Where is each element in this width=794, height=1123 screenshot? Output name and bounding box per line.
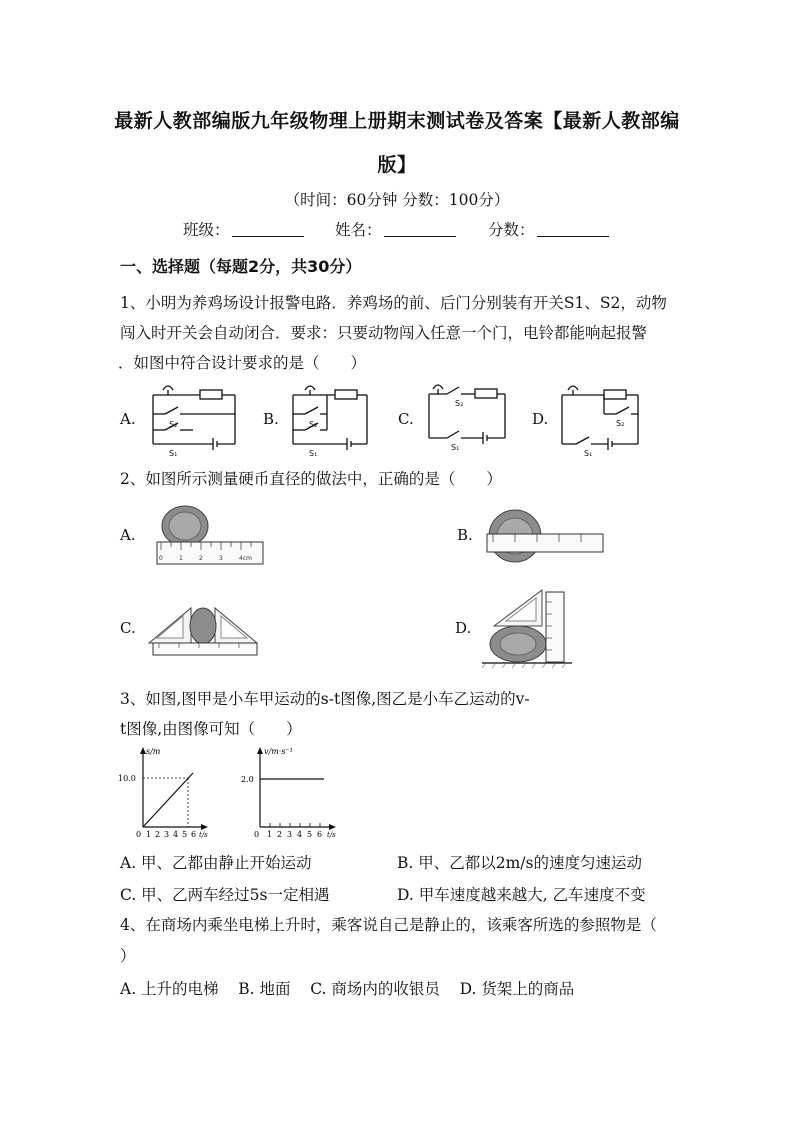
q3-option-c[interactable]: C. 甲、乙两车经过5s一定相遇: [120, 886, 330, 904]
s1-label: S₁: [309, 449, 318, 458]
field-class: [183, 218, 304, 240]
xtick-4: 4: [173, 830, 179, 839]
ytick: 2.0: [241, 775, 254, 784]
q3-line-2: t图像,由图像可知（ ）: [120, 720, 302, 738]
q2-option-d[interactable]: D.: [455, 619, 472, 637]
bell-icon: [163, 386, 173, 390]
q4-line-2: ）: [120, 947, 136, 965]
coin-triangles-c: [145, 598, 260, 660]
q2-option-a[interactable]: A.: [120, 526, 136, 544]
field-name: [335, 218, 456, 240]
field-name-label: 姓名：: [335, 221, 382, 239]
ruler-tick-4: 4cm: [239, 555, 252, 562]
xtick-6: 6: [317, 830, 323, 839]
s-t-graph: [118, 745, 208, 840]
q1-option-b[interactable]: B.: [263, 410, 279, 428]
coin-triangle-d: [480, 586, 575, 670]
ruler-tick-1: 1: [179, 555, 183, 562]
bell-icon: [433, 385, 443, 389]
xtick-1: 1: [146, 830, 152, 839]
coin-icon: [190, 608, 216, 644]
q1-option-d[interactable]: D.: [532, 410, 549, 428]
xtick-3: 3: [164, 830, 170, 839]
ruler-icon: [487, 534, 603, 552]
xtick-0: 0: [254, 830, 260, 839]
field-score-label: 分数：: [488, 221, 535, 239]
field-class-label: 班级：: [183, 221, 230, 239]
s1-label: S₁: [451, 443, 460, 452]
ylabel: v/m·s⁻¹: [264, 747, 293, 756]
document-title-cont: 版】: [377, 154, 417, 176]
s2-label: S₂: [309, 420, 318, 429]
q2-option-b[interactable]: B.: [457, 526, 473, 544]
q2-text: 2、如图所示测量硬币直径的做法中，正确的是（ ）: [120, 470, 502, 488]
s2-label: S₂: [169, 420, 178, 429]
s2-label: S₂: [455, 399, 464, 408]
coin-ruler-b: [485, 506, 605, 568]
s1-label: S₁: [584, 449, 593, 458]
circuit-d-diagram: [558, 378, 643, 458]
xtick-2: 2: [277, 830, 283, 839]
q3-option-b[interactable]: B. 甲、乙都以2m/s的速度匀速运动: [397, 854, 642, 872]
field-score: [488, 218, 609, 240]
q1-option-a[interactable]: A.: [120, 410, 136, 428]
xtick-2: 2: [155, 830, 161, 839]
coin-ruler-a: [155, 502, 265, 567]
circuit-a-diagram: [145, 378, 240, 458]
q1-option-c[interactable]: C.: [398, 410, 414, 428]
section-heading: 一、选择题（每题2分，共30分）: [120, 257, 362, 276]
q3-option-d[interactable]: D. 甲车速度越来越大, 乙车速度不变: [397, 886, 646, 904]
xtick-1: 1: [267, 830, 273, 839]
xtick-5: 5: [182, 830, 188, 839]
q3-option-a[interactable]: A. 甲、乙都由静止开始运动: [120, 854, 312, 872]
ytick: 10.0: [118, 774, 136, 783]
q1-line-2: 闯入时开关会自动闭合．要求：只要动物闯入任意一个门，电铃都能响起报警: [120, 324, 648, 342]
score-blank[interactable]: [537, 222, 609, 237]
circuit-b-diagram: [287, 378, 372, 458]
ruler-tick-3: 3: [219, 555, 223, 562]
class-blank[interactable]: [232, 222, 304, 237]
s2-label: S₂: [616, 419, 625, 428]
ruler-icon: [546, 592, 564, 662]
name-blank[interactable]: [384, 222, 456, 237]
q4-options[interactable]: A. 上升的电梯 B. 地面 C. 商场内的收银员 D. 货架上的商品: [120, 980, 575, 998]
xtick-4: 4: [297, 830, 303, 839]
xtick-5: 5: [307, 830, 313, 839]
q4-line-1: 4、在商场内乘坐电梯上升时，乘客说自己是静止的，该乘客所选的参照物是（: [120, 916, 657, 934]
ylabel: s/m: [146, 747, 161, 756]
bell-icon: [568, 386, 578, 390]
s1-label: S₁: [169, 449, 178, 458]
q2-option-c[interactable]: C.: [120, 619, 136, 637]
q1-line-3: ．如图中符合设计要求的是（ ）: [118, 354, 367, 372]
v-t-graph: [238, 745, 338, 840]
xtick-6: 6: [191, 830, 197, 839]
document-title: 最新人教部编版九年级物理上册期末测试卷及答案【最新人教部编: [114, 110, 680, 132]
ruler-tick-0: 0: [159, 555, 163, 562]
xlabel: t/s: [327, 831, 336, 839]
q1-line-1: 1、小明为养鸡场设计报警电路．养鸡场的前、后门分别装有开关S1、S2，动物: [120, 294, 667, 312]
ruler-tick-2: 2: [199, 555, 203, 562]
exam-meta: （时间：60分钟 分数：100分）: [284, 191, 510, 209]
xtick-3: 3: [287, 830, 293, 839]
q3-line-1: 3、如图,图甲是小车甲运动的s-t图像,图乙是小车乙运动的v-: [120, 690, 530, 708]
bell-icon: [305, 386, 315, 390]
ruler-icon: [153, 643, 257, 655]
circuit-c-diagram: [425, 378, 510, 452]
s-t-line: [143, 773, 193, 827]
xlabel: t/s: [199, 831, 208, 839]
xtick-0: 0: [136, 830, 142, 839]
